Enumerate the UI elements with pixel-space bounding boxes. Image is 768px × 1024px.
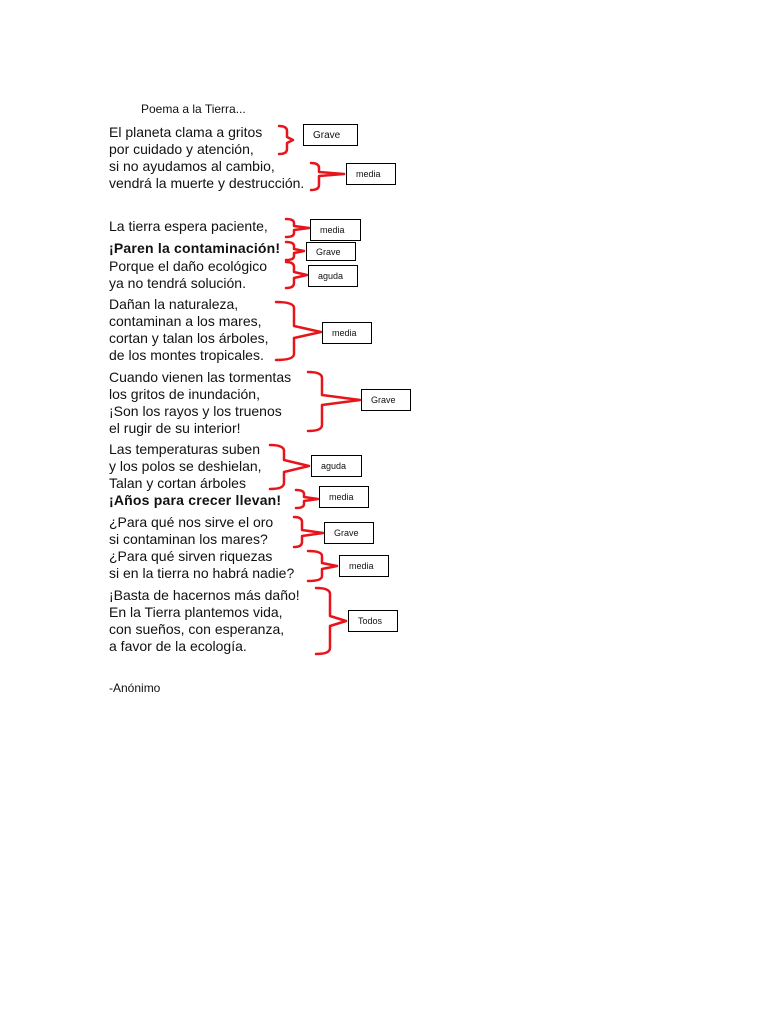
red-bracket — [279, 126, 293, 154]
label-box: media — [322, 322, 372, 344]
label-box: Todos — [348, 610, 398, 632]
red-bracket — [286, 242, 304, 260]
red-bracket — [286, 219, 309, 237]
poem-line: vendrá la muerte y destrucción. — [109, 175, 305, 191]
poem-line: cortan y talan los árboles, — [109, 330, 269, 346]
poem-line: En la Tierra plantemos vida, — [109, 604, 283, 620]
poem-author: -Anónimo — [109, 681, 161, 695]
label-box: Grave — [303, 124, 358, 146]
red-bracket — [294, 517, 323, 547]
poem-line: Cuando vienen las tormentas — [109, 369, 292, 385]
label-box: media — [339, 555, 389, 577]
poem-line: con sueños, con esperanza, — [109, 621, 285, 637]
label-box: aguda — [308, 265, 358, 287]
label-box: media — [319, 486, 369, 508]
poem-line: Las temperaturas suben — [109, 441, 260, 457]
poem-line: ¡Son los rayos y los truenos — [109, 403, 282, 419]
label-box: media — [346, 163, 396, 185]
label-box: media — [310, 219, 361, 241]
red-bracket — [316, 588, 346, 654]
poem-line: si en la tierra no habrá nadie? — [109, 565, 295, 581]
poem-line: ¿Para qué sirven riquezas — [109, 548, 273, 564]
poem-line-bold: ¡Años para crecer llevan! — [109, 492, 282, 508]
poem-line: ¿Para qué nos sirve el oro — [109, 514, 274, 530]
poem-line: ¡Basta de hacernos más daño! — [109, 587, 300, 603]
label-box: aguda — [311, 455, 362, 477]
red-bracket — [286, 262, 307, 288]
poem-line: los gritos de inundación, — [109, 386, 260, 402]
poem-line: el rugir de su interior! — [109, 420, 241, 436]
poem-line: de los montes tropicales. — [109, 347, 264, 363]
poem-line-bold: ¡Paren la contaminación! — [109, 240, 281, 256]
label-box: Grave — [306, 242, 356, 261]
red-bracket — [311, 163, 344, 190]
label-box: Grave — [361, 389, 411, 411]
red-bracket — [276, 302, 321, 360]
poem-line: a favor de la ecología. — [109, 638, 247, 654]
label-box: Grave — [324, 522, 374, 544]
poem-line: Talan y cortan árboles — [109, 475, 246, 491]
red-bracket — [308, 372, 360, 431]
red-bracket — [296, 490, 318, 508]
red-bracket — [270, 445, 309, 489]
poem-line: La tierra espera paciente, — [109, 218, 268, 234]
poem-title: Poema a la Tierra... — [141, 102, 246, 116]
poem-line: y los polos se deshielan, — [109, 458, 262, 474]
poem-line: ya no tendrá solución. — [109, 275, 246, 291]
poem-line: Dañan la naturaleza, — [109, 296, 239, 312]
poem-line: por cuidado y atención, — [109, 141, 254, 157]
poem-line: El planeta clama a gritos — [109, 124, 263, 140]
poem-line: si no ayudamos al cambio, — [109, 158, 275, 174]
poem-line: Porque el daño ecológico — [109, 258, 268, 274]
poem-line: si contaminan los mares? — [109, 531, 268, 547]
poem-line: contaminan a los mares, — [109, 313, 262, 329]
red-bracket — [308, 551, 337, 581]
